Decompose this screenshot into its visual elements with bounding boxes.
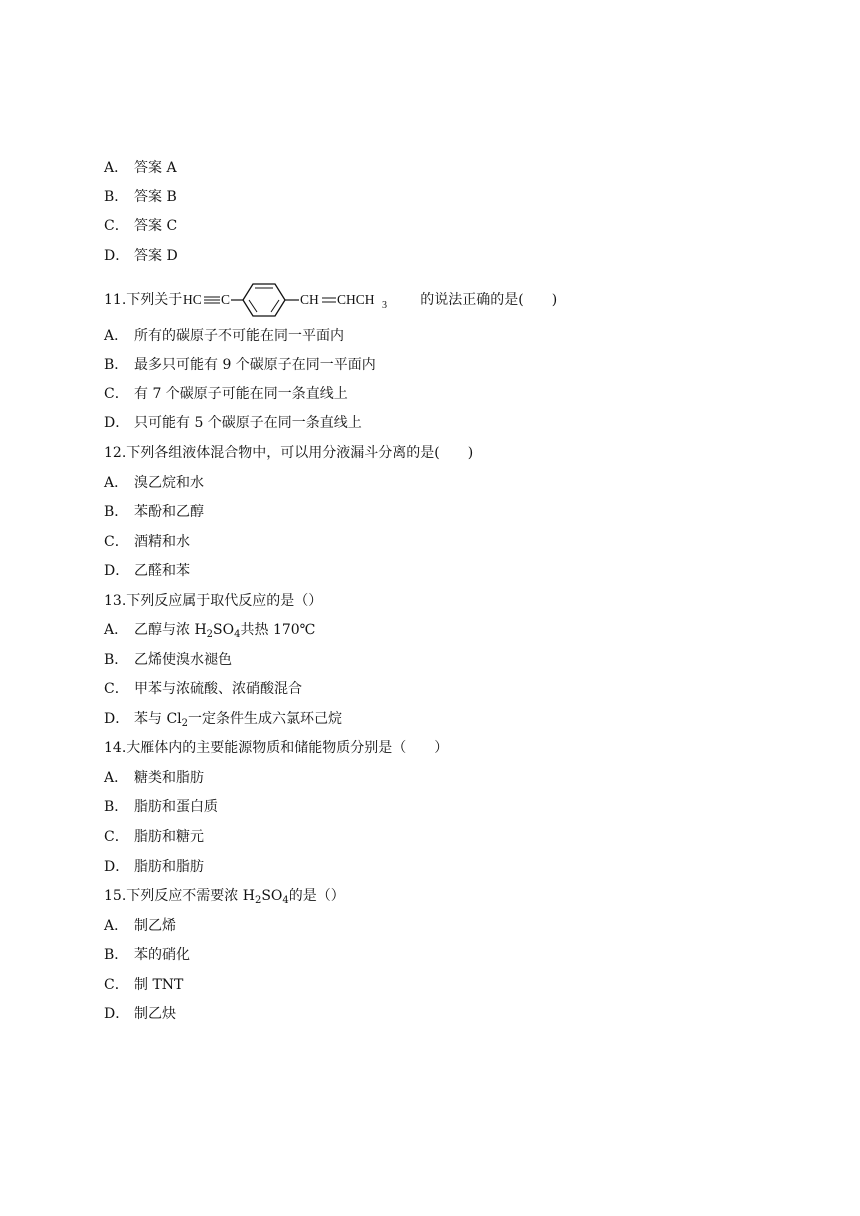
q10-option-c: C． 答案 C <box>104 218 178 234</box>
q14-stem: 14.大雁体内的主要能源物质和储能物质分别是（ ） <box>104 740 449 756</box>
formula-sub3: 3 <box>382 300 388 311</box>
q11-option-d: D． 只可能有 5 个碳原子在同一条直线上 <box>104 415 362 431</box>
q13-option-a: A． 乙醇与浓 $H_2SO_4$共热 170℃ <box>104 622 316 640</box>
q14-option-a: A． 糖类和脂肪 <box>104 770 204 786</box>
q10-option-b: B． 答案 B <box>104 189 177 205</box>
q12-option-a: A． 溴乙烷和水 <box>104 475 204 491</box>
formula-hc: HC <box>183 292 203 307</box>
q15-option-a: A． 制乙烯 <box>104 918 176 934</box>
q13-option-b: B． 乙烯使溴水褪色 <box>104 652 232 668</box>
q14-option-d: D． 脂肪和脂肪 <box>104 859 204 875</box>
q12-option-c: C． 酒精和水 <box>104 534 190 550</box>
q12-option-d: D． 乙醛和苯 <box>104 563 190 579</box>
q15-option-c: C． 制 TNT <box>104 977 184 993</box>
q15-option-d: D． 制乙炔 <box>104 1006 176 1022</box>
q10-option-a: A． 答案 A <box>104 160 177 176</box>
formula-chch: CHCH <box>337 292 375 307</box>
q15-option-b: B． 苯的硝化 <box>104 947 190 963</box>
q14-option-c: C． 脂肪和糖元 <box>104 829 204 845</box>
q13-option-d: D． 苯与 $Cl_2$一定条件生成六氯环己烷 <box>104 711 343 729</box>
q11-option-a: A． 所有的碳原子不可能在同一平面内 <box>104 328 344 344</box>
q15-stem: 15.下列反应不需要浓 $H_2SO_4$的是（） <box>104 888 345 906</box>
q11-option-b: B． 最多只可能有 9 个碳原子在同一平面内 <box>104 357 376 373</box>
formula-ch: CH <box>300 292 320 307</box>
q14-option-b: B． 脂肪和蛋白质 <box>104 799 218 815</box>
q12-stem: 12.下列各组液体混合物中，可以用分液漏斗分离的是( ) <box>104 445 474 461</box>
q13-option-c: C． 甲苯与浓硫酸、浓硝酸混合 <box>104 681 302 697</box>
structural-formula <box>183 283 419 317</box>
q10-option-d: D． 答案 D <box>104 248 178 264</box>
q13-stem: 13.下列反应属于取代反应的是（） <box>104 593 323 609</box>
q11-option-c: C． 有 7 个碳原子可能在同一条直线上 <box>104 386 348 402</box>
svg-text:C: C <box>221 292 231 307</box>
q11-stem: 11.下列关于 HC C CH CHCH 3 的说法正确的是( ) <box>104 283 557 317</box>
q12-option-b: B． 苯酚和乙醇 <box>104 504 204 520</box>
